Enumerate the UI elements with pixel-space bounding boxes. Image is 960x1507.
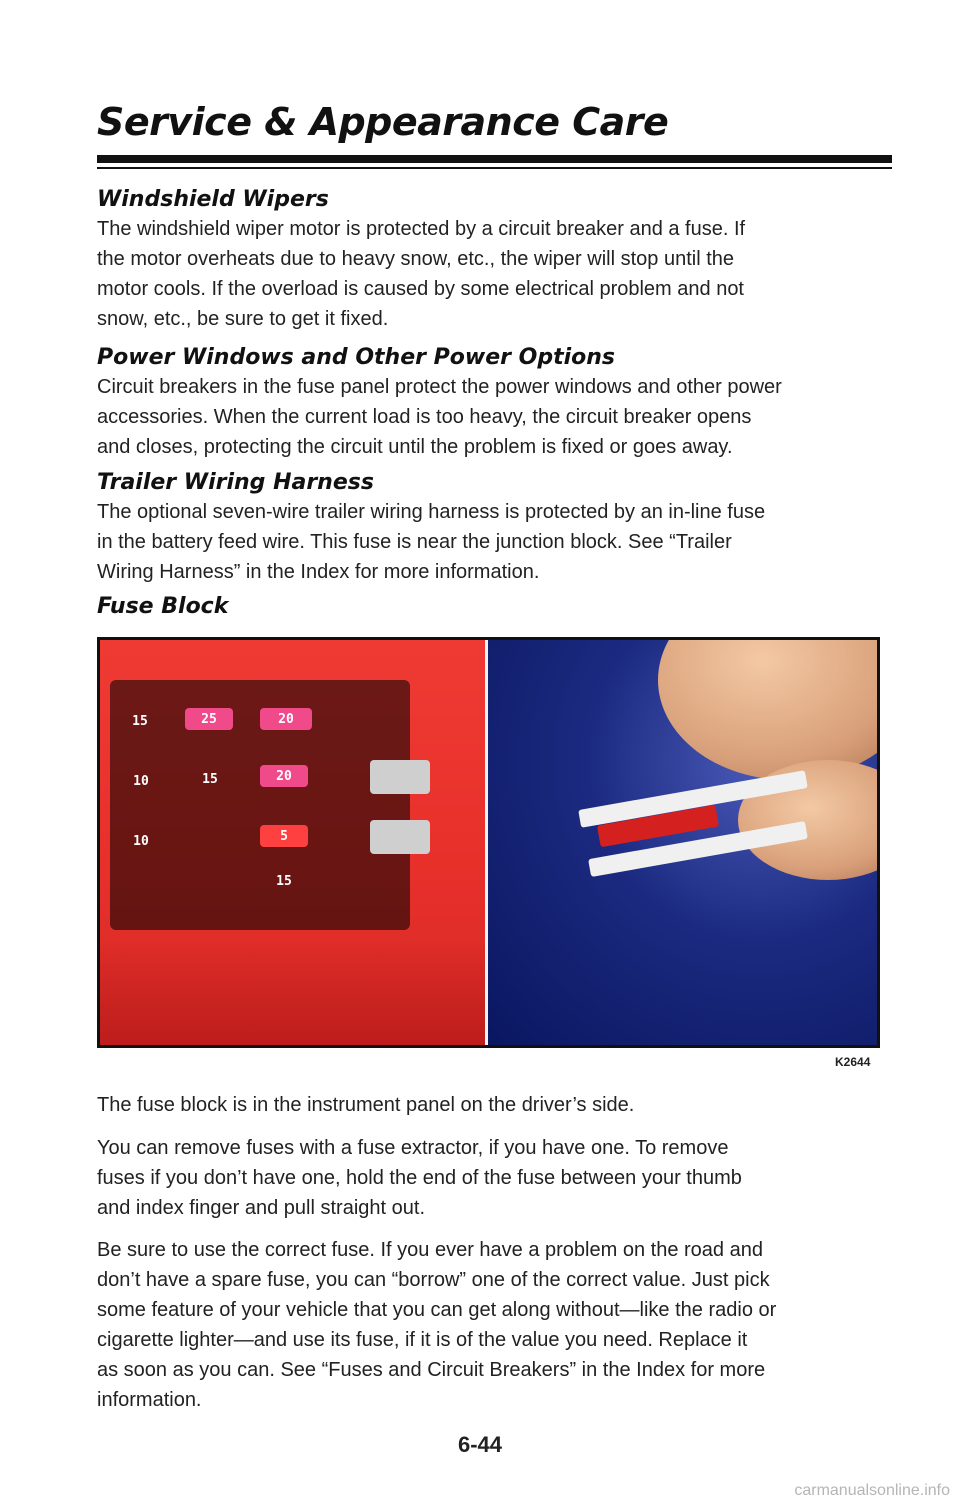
fuse: 15 (276, 873, 292, 889)
paragraph-line: don’t have a spare fuse, you can “borrow” one of the correct value. Just pick (97, 1269, 770, 1291)
section-power-windows (97, 345, 887, 462)
paragraph-correct-fuse (97, 1235, 887, 1415)
section-heading: Fuse Block (97, 594, 229, 619)
fuse: 10 (133, 833, 149, 849)
section-line: in the battery feed wire. This fuse is near the junction block. See “Trailer (97, 531, 732, 553)
paragraph-fuse-location (97, 1090, 887, 1120)
section-line: The windshield wiper motor is protected by a circuit breaker and a fuse. If (97, 218, 746, 240)
page-number: 6-44 (457, 1432, 503, 1457)
fuse-block-photo (97, 637, 880, 1048)
paragraph-line: Be sure to use the correct fuse. If you ever have a problem on the road and (97, 1239, 763, 1261)
fuse: 15 (132, 713, 148, 729)
section-heading: Trailer Wiring Harness (97, 470, 374, 495)
paragraph-line: information. (97, 1389, 202, 1411)
paragraph-line: as soon as you can. See “Fuses and Circuit Breakers” in the Index for more (97, 1359, 766, 1381)
fuse: 15 (202, 771, 218, 787)
section-line: The optional seven-wire trailer wiring harness is protected by an in-line fuse (97, 501, 766, 523)
paragraph-line: some feature of your vehicle that you can get along without—like the radio or (97, 1299, 777, 1321)
paragraph-line: cigarette lighter—and use its fuse, if it is of the value you need. Replace it (97, 1329, 748, 1351)
section-line: Circuit breakers in the fuse panel protect the power windows and other power (97, 376, 782, 398)
section-line: and closes, protecting the circuit until the problem is fixed or goes away. (97, 436, 733, 458)
relay-tab (370, 820, 430, 854)
fuse: 5 (260, 825, 308, 847)
thumb (658, 637, 880, 780)
figure-label: K2644 (835, 1055, 871, 1069)
title-rule-thin (97, 167, 892, 169)
fuse: 20 (260, 765, 308, 787)
section-line: accessories. When the current load is too heavy, the circuit breaker opens (97, 406, 752, 428)
section-line: snow, etc., be sure to get it fixed. (97, 308, 389, 330)
fuse: 10 (133, 773, 149, 789)
section-heading: Windshield Wipers (97, 187, 329, 212)
paragraph-line: and index finger and pull straight out. (97, 1197, 425, 1219)
paragraph-line: You can remove fuses with a fuse extractor, if you have one. To remove (97, 1137, 729, 1159)
fuse-panel-photo (100, 640, 485, 1045)
section-fuse-block (97, 594, 887, 621)
watermark: carmanualsonline.info (794, 1482, 950, 1499)
paragraph-fuse-removal (97, 1133, 887, 1223)
section-line: the motor overheats due to heavy snow, etc., the wiper will stop until the (97, 248, 735, 270)
relay-tab (370, 760, 430, 794)
paragraph-line: fuses if you don’t have one, hold the end of the fuse between your thumb (97, 1167, 742, 1189)
paragraph-line: The fuse block is in the instrument panel on the driver’s side. (97, 1094, 635, 1116)
fuse-removal-photo (488, 640, 877, 1045)
fuse: 20 (260, 708, 312, 730)
page-title: Service & Appearance Care (97, 100, 669, 144)
section-line: Wiring Harness” in the Index for more information. (97, 561, 540, 583)
fuse-panel (110, 680, 410, 930)
section-heading: Power Windows and Other Power Options (97, 345, 615, 370)
section-windshield-wipers (97, 187, 887, 334)
section-trailer-wiring (97, 470, 887, 587)
title-rule-thick (97, 155, 892, 163)
panel-shadow (100, 940, 485, 1048)
section-line: motor cools. If the overload is caused by some electrical problem and not (97, 278, 744, 300)
fuse: 25 (185, 708, 233, 730)
